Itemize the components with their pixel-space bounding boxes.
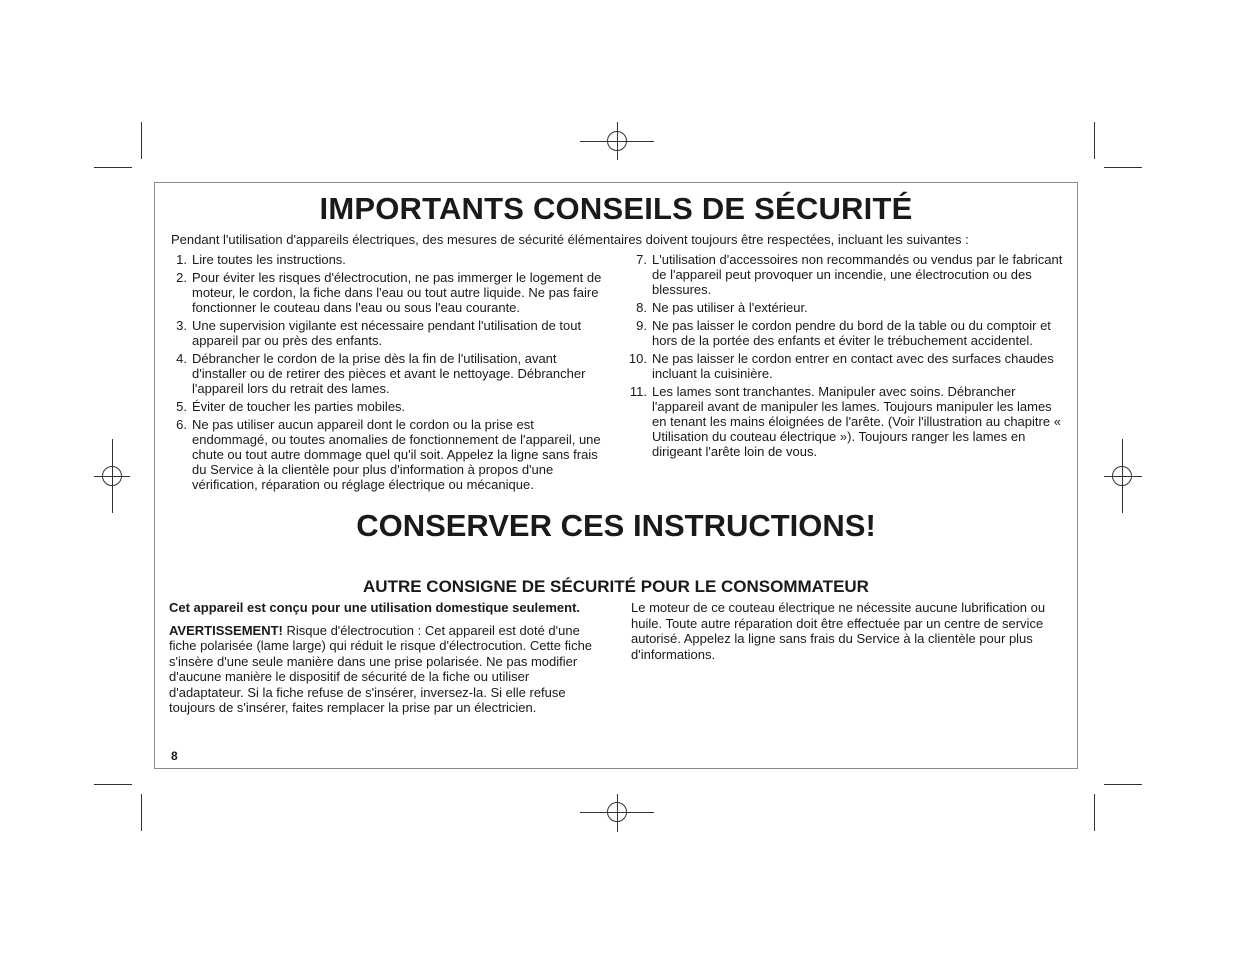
intro-text: Pendant l'utilisation d'appareils électriques, des mesures de sécurité élémentaires doivent toujours être respectées, incluant les suivantes : bbox=[171, 232, 969, 247]
safety-list-left bbox=[169, 252, 609, 495]
list-item: 4. Débrancher le cordon de la prise dès la fin de l'utilisation, avant d'installer ou de retirer des pièces et avant le nettoyage. Débrancher l'appareil lors du retrait des lames. bbox=[176, 351, 586, 396]
list-item: 8. Ne pas utiliser à l'extérieur. bbox=[636, 300, 808, 315]
safety-list-right bbox=[623, 252, 1063, 462]
list-item: 3. Une supervision vigilante est nécessaire pendant l'utilisation de tout appareil par ou près des enfants. bbox=[176, 318, 582, 348]
consumer-left-column bbox=[169, 600, 601, 723]
list-item: 6. Ne pas utiliser aucun appareil dont le cordon ou la prise est endommagé, ou toutes anomalies de fonctionnement de l'appareil, une chute ou tout autre dommage quel qu'il soit. Appelez la ligne sans frais du Service à la clientèle pour plus d'information à propos d'une vérification, réparation ou réglage électrique ou mécanique. bbox=[176, 417, 601, 492]
list-item: 11. Les lames sont tranchantes. Manipuler avec soins. Débrancher l'appareil avant de manipuler les lames. Toujours manipuler les lames en tenant les mains éloignées de l'arête. (Voir l'illustration au chapitre « Utilisation du couteau électrique »). Toujours ranger les lames en dirigeant l'arête loin de vous. bbox=[629, 384, 1061, 459]
crop-mark bbox=[94, 167, 132, 168]
list-item: 7. L'utilisation d'accessoires non recommandés ou vendus par le fabricant de l'appareil peut provoquer un incendie, une électrocution ou des blessures. bbox=[636, 252, 1063, 297]
crop-mark bbox=[141, 794, 142, 831]
crop-mark bbox=[94, 784, 132, 785]
consumer-section-title: AUTRE CONSIGNE DE SÉCURITÉ POUR LE CONSOMMATEUR bbox=[363, 577, 869, 596]
warning-label: AVERTISSEMENT! bbox=[169, 622, 283, 638]
crop-mark bbox=[1104, 167, 1142, 168]
list-item: 9. Ne pas laisser le cordon pendre du bord de la table ou du comptoir et hors de la portée des enfants et éviter le trébuchement accidentel. bbox=[636, 318, 1051, 348]
motor-note: Le moteur de ce couteau électrique ne nécessite aucune lubrification ou huile. Toute autre réparation doit être effectuée par un centre de service autorisé. Appelez la ligne sans frais du Service à la clientèle pour plus d'informations. bbox=[631, 600, 1046, 662]
warning-text: Risque d'électrocution : Cet appareil est doté d'une fiche polarisée (lame large) qui réduit le risque d'électrocution. Cette fiche s'insère d'une seule manière dans une prise polarisée. Ne pas modifier d'aucune manière le dispositif de sécurité de la fiche ou utiliser d'adaptateur. Si la fiche refuse de s'insérer, inversez-la. Si elle refuse toujours de s'insérer, faites remplacer la prise par un électricien. bbox=[169, 622, 593, 715]
list-item: 1. Lire toutes les instructions. bbox=[176, 252, 346, 267]
crop-mark bbox=[1094, 794, 1095, 831]
list-item: 5. Éviter de toucher les parties mobiles. bbox=[176, 399, 406, 414]
warning-paragraph bbox=[169, 623, 601, 716]
crop-mark bbox=[1094, 122, 1095, 159]
crop-mark bbox=[1104, 784, 1142, 785]
save-instructions-heading: CONSERVER CES INSTRUCTIONS! bbox=[356, 508, 876, 543]
household-note: Cet appareil est conçu pour une utilisation domestique seulement. bbox=[169, 600, 581, 615]
safety-panel bbox=[154, 182, 1078, 769]
consumer-right-column bbox=[631, 600, 1067, 662]
page-title: IMPORTANTS CONSEILS DE SÉCURITÉ bbox=[319, 191, 913, 226]
list-item: 2. Pour éviter les risques d'électrocution, ne pas immerger le logement de moteur, le cordon, la fiche dans l'eau ou tout autre liquide. Ne pas faire fonctionner le couteau dans l'eau ou sous l'eau courante. bbox=[176, 270, 602, 315]
page-number: 8 bbox=[171, 749, 178, 763]
crop-mark bbox=[141, 122, 142, 159]
list-item: 10. Ne pas laisser le cordon entrer en contact avec des surfaces chaudes incluant la cuisinière. bbox=[628, 351, 1054, 381]
